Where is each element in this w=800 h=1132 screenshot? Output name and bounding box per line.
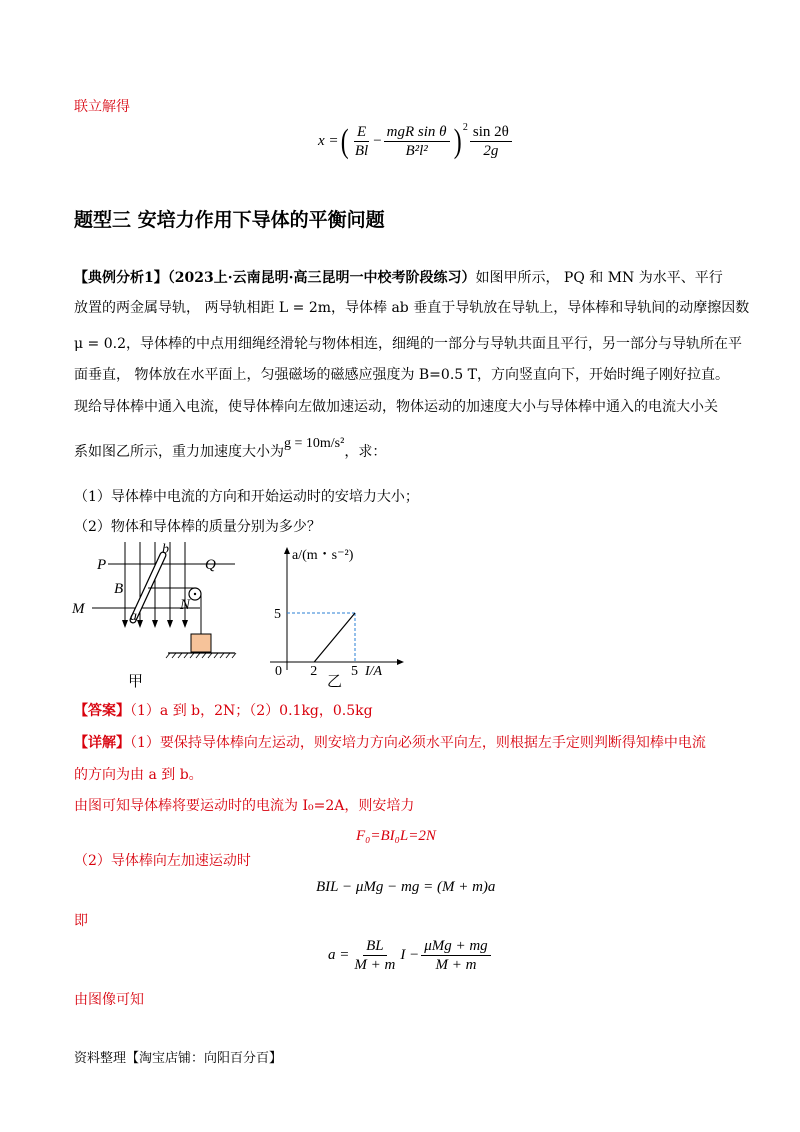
detail-line-2: 的方向为由 a 到 b。 <box>74 767 203 783</box>
figure-jia <box>70 540 245 690</box>
x-tick-5: 5 <box>351 664 358 679</box>
ground-hatch <box>166 653 236 658</box>
detail-line-5: 由图像可知 <box>74 992 144 1008</box>
example-tag: 【典例分析1】 <box>74 270 168 286</box>
detail-line-4: （2）导体棒向左加速运动时 <box>74 853 251 869</box>
label-a: a <box>130 609 137 624</box>
figure-yi-chart <box>262 540 412 690</box>
example-line-4: 面垂直， 物体放在水平面上，匀强磁场的磁感应强度为 B=0.5 T，方向竖直向下，开始时绳子刚好拉直。 <box>74 367 729 383</box>
example-line1-rest: 如图甲所示， PQ 和 MN 为水平、平行 <box>475 270 723 286</box>
example-line-2: 放置的两金属导轨， 两导轨相距 L = 2m，导体棒 ab 垂直于导轨放在导轨上，导体棒和导轨间的动摩擦因数 <box>74 300 750 316</box>
eq3-frac-1: $\frac{BL}{M + m}$ <box>354 938 396 973</box>
x-tick-2: 2 <box>310 664 318 679</box>
label-q: Q <box>205 557 216 573</box>
section-title: 题型三 安培力作用下导体的平衡问题 <box>74 209 385 231</box>
eq1-left-paren: ( <box>340 122 349 160</box>
eq1-frac-sin: $\frac{\sin 2\theta}{2g}$ <box>470 124 512 159</box>
label-n: N <box>180 597 191 613</box>
answer-tag: 【答案】 <box>74 703 130 719</box>
equation-x <box>318 124 514 159</box>
example-line-1 <box>74 268 723 288</box>
eq1-exponent: 2 <box>462 122 468 133</box>
x-tick-0: 0 <box>275 664 282 679</box>
example-source: （2023上·云南昆明·高三昆明一中校考阶段练习） <box>167 270 476 286</box>
equation-newton: BIL − μMg − mg = (M + m)a <box>316 879 496 895</box>
label-b-field: B <box>114 581 124 597</box>
detail-line-1: 【详解】（1）要保持导体棒向左运动，则安培力方向必须水平向左，则根据左手定则判断得知棒中电流 <box>74 735 706 751</box>
y-axis-arrow <box>284 547 290 554</box>
question-2: （2）物体和导体棒的质量分别为多少？ <box>74 519 321 535</box>
g-value: g = 10m/s² <box>284 436 345 451</box>
series-line <box>314 613 355 662</box>
eq3-frac-2: $\frac{\text{μMg + mg}}{M + m}$ <box>421 938 490 973</box>
intro-text: 联立解得 <box>74 99 130 115</box>
eq1-lhs: x = <box>318 133 339 149</box>
detail-tag: 【详解】 <box>74 735 130 751</box>
caption-jia: 甲 <box>128 674 144 690</box>
y-tick-5: 5 <box>274 607 281 622</box>
example-line-6: 系如图乙所示，重力加速度大小为g = 10m/s²，求： <box>74 436 387 460</box>
footer-note: 资料整理【淘宝店铺：向阳百分百】 <box>74 1051 283 1066</box>
equation-f0: F₀=BI₀L=2N <box>356 828 436 844</box>
label-b: b <box>162 542 169 557</box>
y-axis-label: a/(m・s⁻²) <box>292 548 354 563</box>
eq1-minus: − <box>373 133 382 149</box>
detail-line-3: 由图可知导体棒将要运动时的电流为 I₀=2A，则安培力 <box>74 798 415 814</box>
eq1-frac-e: $\frac{E}{Bl}$ <box>354 124 369 159</box>
label-m: M <box>72 601 85 617</box>
eq1-right-paren: ) <box>453 122 462 160</box>
x-axis-arrow <box>397 659 404 665</box>
answer-line <box>74 701 373 721</box>
equation-a: a = $\frac{BL}{M + m}$ I − $\frac{\text{μMg + mg}}{M + m}$ <box>328 938 493 973</box>
eq1-frac-mgr: $\frac{\text{mgR sin θ}}{\text{B²l²}}$ <box>384 124 450 159</box>
block <box>191 634 211 652</box>
label-p: P <box>97 557 107 573</box>
x-axis-label: I/A <box>365 664 383 679</box>
caption-yi: 乙 <box>327 674 343 690</box>
question-1: （1）导体棒中电流的方向和开始运动时的安培力大小； <box>74 489 419 505</box>
detail-ji: 即 <box>74 913 88 929</box>
example-line-5: 现给导体棒中通入电流，使导体棒向左做加速运动，物体运动的加速度大小与导体棒中通入的电流大小关 <box>74 399 718 415</box>
answer-text: （1）a 到 b，2N；（2）0.1kg，0.5kg <box>130 703 373 719</box>
example-line-3: μ = 0.2，导体棒的中点用细绳经滑轮与物体相连，细绳的一部分与导轨共面且平行，另一部分与导轨所在平 <box>74 336 742 352</box>
